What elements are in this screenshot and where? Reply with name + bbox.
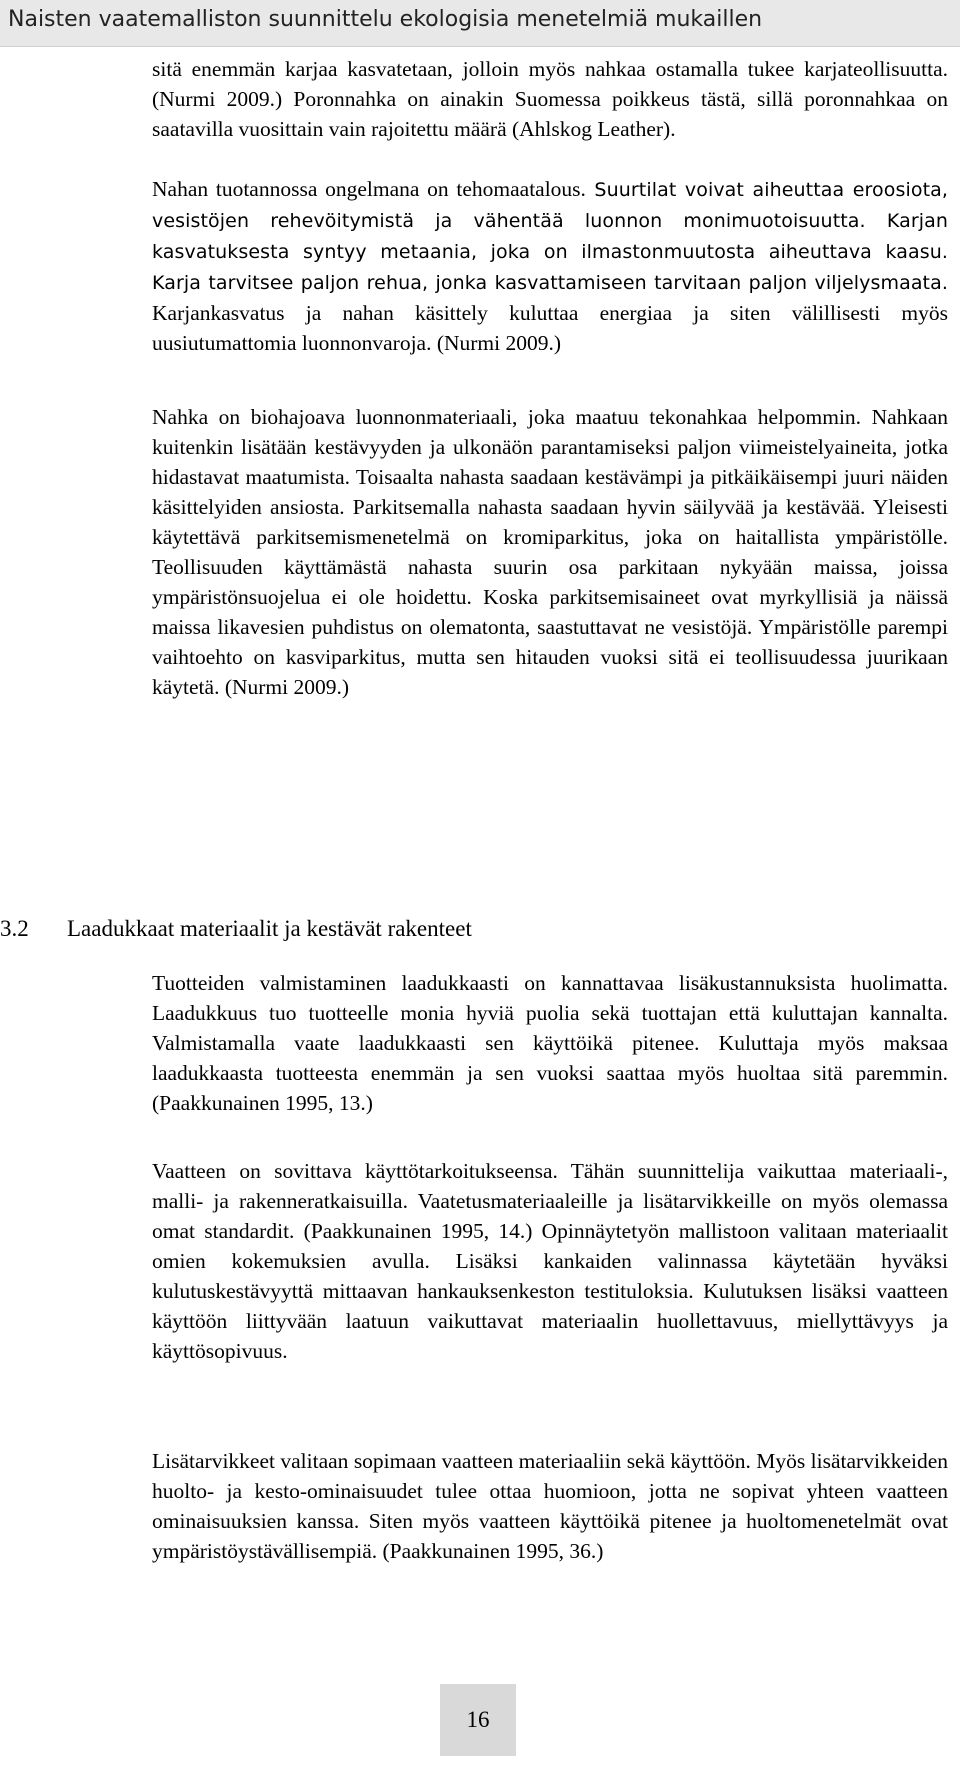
section-number: 3.2 <box>0 916 29 941</box>
document-title: Naisten vaatemalliston suunnittelu ekologisia menetelmiä mukaillen <box>8 7 763 32</box>
paragraph-leather-production <box>152 174 948 358</box>
text-segment: Karjankasvatus ja nahan käsittely kuluttaa energiaa ja siten välillisesti myös uusiutumattomia luonnonvaroja. (Nurmi 2009.) <box>152 301 948 355</box>
section-title: Laadukkaat materiaalit ja kestävät rakenteet <box>67 916 472 941</box>
page-number: 16 <box>440 1684 516 1756</box>
running-header <box>0 0 960 47</box>
text-segment: Karjan kasvatuksesta syntyy metaania, joka on ilmastonmuutosta aiheuttava kaasu. <box>152 210 948 263</box>
text-segment: Nahan tuotannossa ongelmana on tehomaatalous. <box>152 177 586 201</box>
paragraph-biodegradable-leather <box>152 402 948 702</box>
paragraph-quality-production <box>152 968 948 1118</box>
paragraph-text: Vaatteen on sovittava käyttötarkoitukseensa. Tähän suunnittelija vaikuttaa materiaali-, malli- ja rakenneratkaisuilla. Vaatetusmateriaaleille ja lisätarvikkeille on myös olemassa omat standardit. (Paakkunainen 1995, 14.) Opinnäytetyön mallistoon valitaan materiaalit omien kokemuksien avulla. Lisäksi kankaiden valinnassa käytetään hyväksi kulutuskestävyyttä mittaavan hankauksenkeston testituloksia. Kulutuksen lisäksi vaatteen käyttöön liittyvään laatuun vaikuttavat materiaalin huollettavuus, miellyttävyys ja käyttösopivuus. <box>152 1159 948 1363</box>
paragraph-accessories <box>152 1446 948 1566</box>
paragraph-text: Lisätarvikkeet valitaan sopimaan vaatteen materiaaliin sekä käyttöön. Myös lisätarvikkeiden huolto- ja kesto-ominaisuudet tulee ottaa huomioon, jotta ne sopivat yhteen vaatteen ominaisuuksien kanssa. Siten myös vaatteen käyttöikä pitenee ja huoltomenetelmät ovat ympäristöystävällisempiä. (Paakkunainen 1995, 36.) <box>152 1449 948 1563</box>
paragraph-text: Nahka on biohajoava luonnonmateriaali, joka maatuu tekonahkaa helpommin. Nahkaan kuitenkin lisätään kestävyyden ja ulkonäön parantamiseksi paljon viimeistelyaineita, jotka hidastavat maatumista. Toisaalta nahasta saadaan kestävämpi ja pitkäikäisempi juuri näiden käsittelyiden ansiosta. Parkitsemalla nahasta saadaan hyvin säilyvää ja kestävää. Yleisesti käytettävä parkitsemismenetelmä on kromiparkitus, joka on haitallista ympäristölle. Teollisuuden käyttämästä nahasta suurin osa parkitaan nykyään maissa, joissa ympäristönsuojelua ei ole hoidettu. Koska parkitsemisaineet ovat myrkyllisiä ja näissä maissa likavesien puhdistus on olematonta, saastuttavat ne vesistöjä. Ympäristölle parempi vaihtoehto on kasviparkitus, mutta sen hitauden vuoksi sitä ei teollisuudessa juurikaan käytetä. (Nurmi 2009.) <box>152 405 948 699</box>
paragraph-garment-purpose <box>152 1156 948 1366</box>
paragraph-text: sitä enemmän karjaa kasvatetaan, jolloin myös nahkaa ostamalla tukee karjateollisuutta. (Nurmi 2009.) Poronnahka on ainakin Suomessa poikkeus tästä, sillä poronnahkaa on saatavilla vuosittain vain rajoitettu määrä (Ahlskog Leather). <box>152 57 948 141</box>
text-segment: Karja tarvitsee paljon rehua, jonka kasvattamiseen tarvitaan paljon viljelysmaata. <box>152 272 948 294</box>
text-segment: Suurtilat voivat aiheuttaa eroosiota, vesistöjen rehevöitymistä ja vähentää luonnon monimuotoisuutta. <box>152 179 948 232</box>
paragraph-fur-trade <box>152 54 948 144</box>
paragraph-text <box>152 174 948 358</box>
paragraph-text: Tuotteiden valmistaminen laadukkaasti on kannattavaa lisäkustannuksista huolimatta. Laadukkuus tuo tuotteelle monia hyviä puolia sekä tuottajan että kuluttajan kannalta. Valmistamalla vaate laadukkaasti sen käyttöikä pitenee. Kuluttaja myös maksaa laadukkaasta tuotteesta enemmän ja sen vuoksi saattaa myös huoltaa sitä paremmin. (Paakkunainen 1995, 13.) <box>152 971 948 1115</box>
